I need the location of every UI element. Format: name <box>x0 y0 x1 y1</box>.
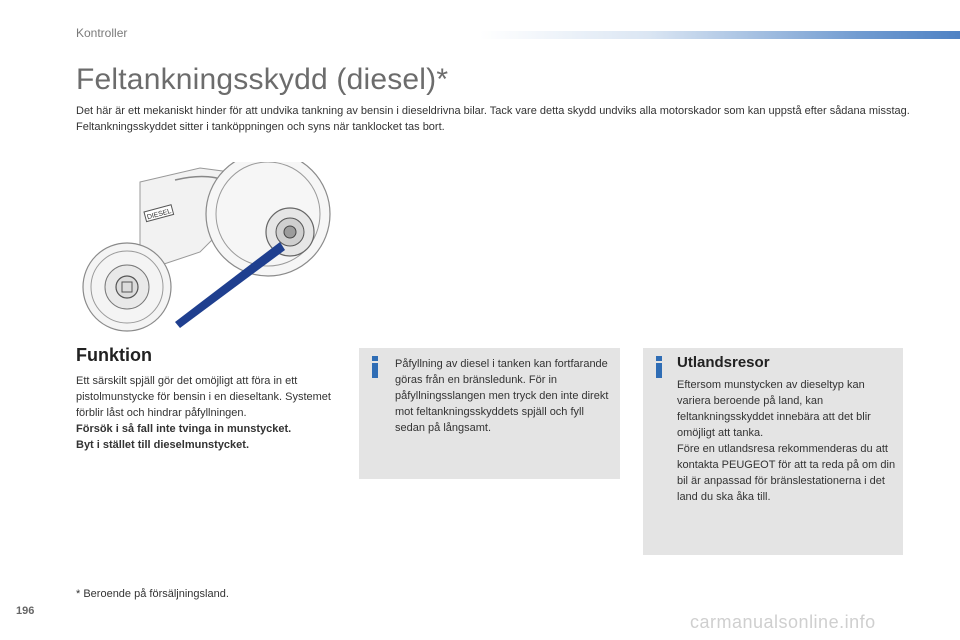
funktion-warning-1: Försök i så fall inte tvinga in munstycket. <box>76 423 292 435</box>
intro-text <box>76 103 916 135</box>
abroad-text <box>677 377 899 505</box>
funktion-heading: Funktion <box>76 345 152 365</box>
abroad-text-1: Eftersom munstycken av dieseltyp kan variera beroende på land, kan feltankningsskyddet innebära att det blir omöjligt att tanka. <box>677 379 871 439</box>
fuel-filler-illustration <box>80 162 340 332</box>
section-title: Kontroller <box>76 26 128 40</box>
funktion-warning-2: Byt i stället till dieselmunstycket. <box>76 439 250 451</box>
footnote: * Beroende på försäljningsland. <box>76 588 229 600</box>
diesel-label-text: DIESEL <box>146 208 173 222</box>
page-number: 196 <box>16 605 35 617</box>
page-title: Feltankningsskydd (diesel)* <box>76 63 449 96</box>
info-box-abroad <box>643 348 903 555</box>
abroad-text-2: Före en utlandsresa rekommenderas du att kontakta PEUGEOT för att ta reda på om din bil är anpassad för bränslestationerna i det land du ska åka till. <box>677 443 896 503</box>
abroad-heading: Utlandsresor <box>677 354 770 371</box>
fuel-cap-key <box>116 276 138 298</box>
misfuel-shutter <box>284 226 296 238</box>
watermark: carmanualsonline.info <box>690 612 876 632</box>
funktion-body <box>76 373 336 453</box>
info-box-refuel <box>359 348 620 479</box>
intro-line-1: Det här är ett mekaniskt hinder för att undvika tankning av bensin i dieseldrivna bilar. Tack vare detta skydd undviks alla motorskador som kan uppstå efter sådana misstag. <box>76 105 910 117</box>
funktion-text: Ett särskilt spjäll gör det omöjligt att föra in ett pistolmunstycke för bensin i en dieseltank. Systemet förblir låst och hindrar påfyllningen. <box>76 375 331 419</box>
header-gradient-bar <box>480 31 960 39</box>
refuel-text: Påfyllning av diesel i tanken kan fortfarande göras från en bränsledunk. För in påfyllningsslangen men tryck den inte direkt mot feltankningsskyddets spjäll och fyll sedan på långsamt. <box>395 358 609 434</box>
intro-line-2: Feltankningsskyddet sitter i tanköppningen och syns när tanklocket tas bort. <box>76 121 445 133</box>
